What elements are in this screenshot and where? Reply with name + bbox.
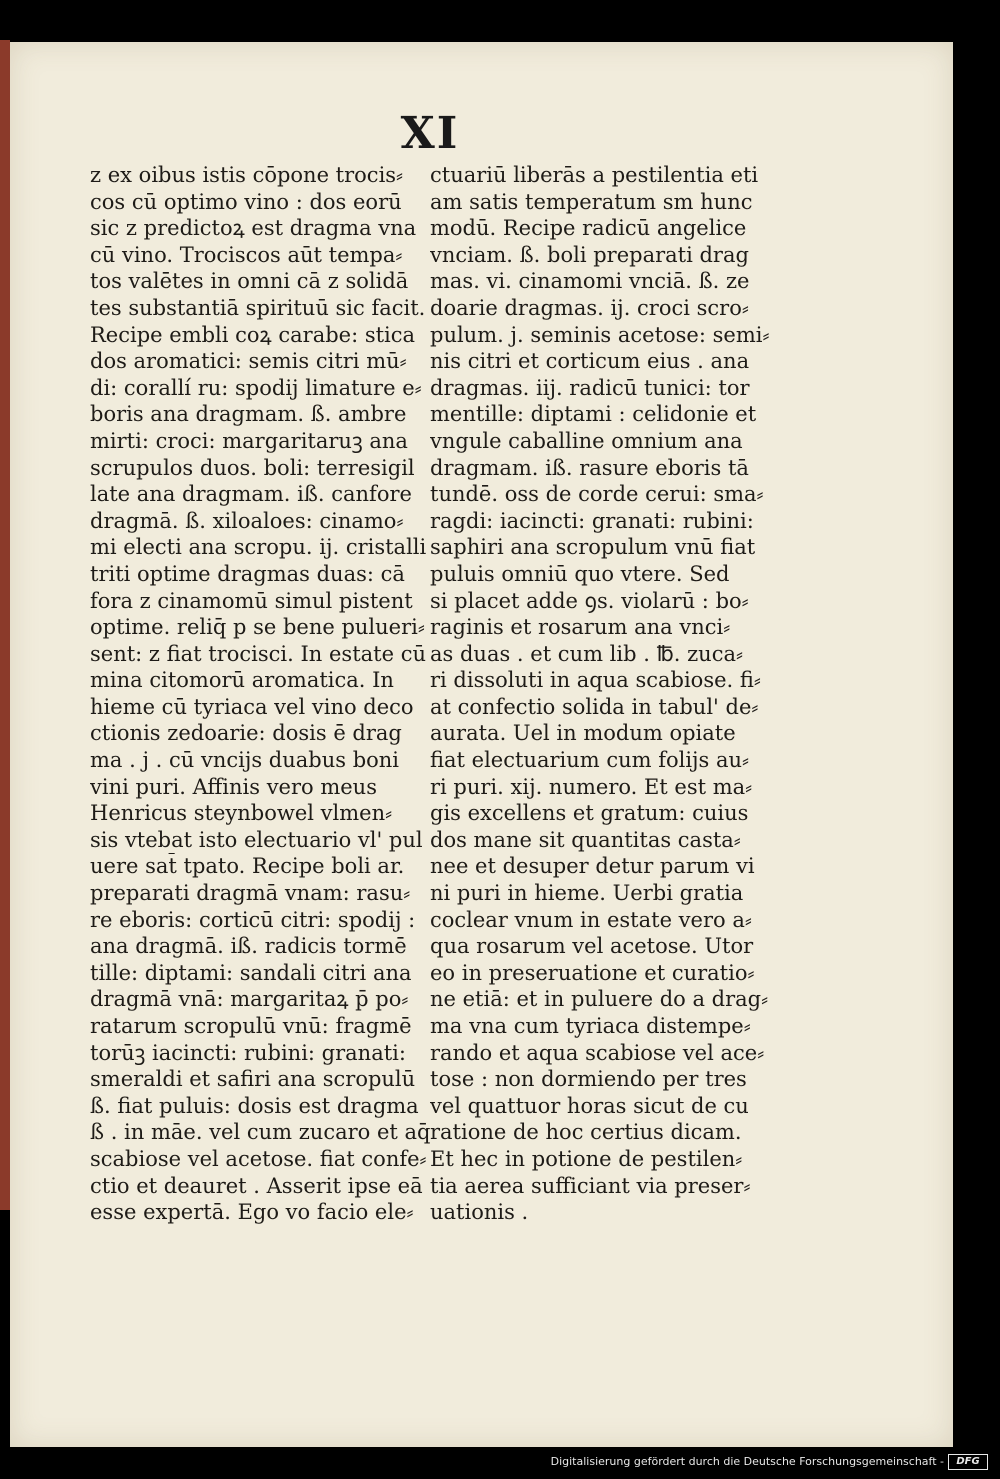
right-column-line: vngule caballine omnium ana: [430, 428, 743, 453]
left-column-line: tille: diptami: sandali citri ana: [90, 960, 412, 985]
left-column-line: scabiose vel acetose. fiat confe⸗: [90, 1146, 427, 1171]
right-column-line: qua rosarum vel acetose. Utor: [430, 934, 754, 959]
book-edge: [0, 40, 10, 1210]
right-column-line: modū. Recipe radicū angelice: [430, 216, 747, 241]
right-column-line: am satis temperatum sm hunc: [430, 189, 753, 214]
left-column-line: hieme cū tyriaca vel vino deco: [90, 694, 414, 719]
right-column-line: ctuariū liberās a pestilentia eti: [430, 163, 759, 187]
right-column-line: fiat electuarium cum folijs au⸗: [430, 748, 750, 773]
right-column-line: dragmas. iij. radicū tunici: tor: [430, 375, 750, 400]
right-column-line: ragdi: iacincti: granati: rubini:: [430, 508, 754, 533]
left-column-line: mi electi ana scropu. ij. cristalli: [90, 535, 427, 560]
left-column-line: sic z predictoꝝ est dragma vna: [90, 216, 417, 241]
left-column-line: sent: z fiat trocisci. In estate cū: [90, 641, 426, 666]
right-column-line: mas. vi. cinamomi vnciā. ß. ze: [430, 269, 750, 294]
left-column-line: re eboris: corticū citri: spodij :: [90, 907, 416, 932]
right-column-line: mentille: diptami : celidonie et: [430, 402, 757, 427]
right-column-line: vel quattuor horas sicut de cu: [430, 1093, 749, 1118]
right-column-line: tia aerea sufficiant via preser⸗: [430, 1173, 751, 1198]
left-column-line: vini puri. Affinis vero meus: [90, 774, 377, 799]
right-column-line: tose : non dormiendo per tres: [430, 1067, 747, 1092]
right-column-line: saphiri ana scropulum vnū fiat: [430, 535, 756, 560]
left-column-line: Recipe embli coꝝ carabe: stica: [90, 322, 416, 347]
right-column-line: doarie dragmas. ij. croci scro⸗: [430, 295, 749, 320]
right-column-line: ri puri. xij. numero. Et est ma⸗: [430, 774, 753, 799]
right-column-line: aurata. Uel in modum opiate: [430, 721, 736, 746]
footer-bar: [0, 1447, 1000, 1479]
right-column-line: pulum. j. seminis acetose: semi⸗: [430, 322, 770, 347]
left-column-line: ana dragmā. iß. radicis tormē: [90, 934, 407, 959]
left-column-line: boris ana dragmam. ß. ambre: [90, 402, 407, 427]
left-column-line: esse expertā. Ego vo facio ele⸗: [90, 1200, 414, 1225]
folio-number: XI: [400, 108, 460, 159]
left-column-line: dragmā. ß. xiloaloes: cinamo⸗: [90, 508, 404, 533]
book-page: [10, 42, 953, 1447]
left-column-line: torūꝫ iacincti: rubini: granati:: [90, 1040, 406, 1065]
right-column-line: dragmam. iß. rasure eboris tā: [430, 455, 749, 480]
left-column-line: ratarum scropulū vnū: fragmē: [90, 1014, 412, 1038]
right-column-line: ratione de hoc certius dicam.: [430, 1120, 742, 1145]
right-column-line: nis citri et corticum eius . ana: [430, 349, 750, 374]
left-column-line: tes substantiā spirituū sic facit.: [90, 295, 426, 320]
right-column-line: Et hec in potione de pestilen⸗: [430, 1146, 743, 1171]
left-column-line: triti optime dragmas duas: cā: [90, 561, 405, 586]
right-column-line: coclear vnum in estate vero a⸗: [430, 907, 752, 932]
footer-credit: Digitalisierung gefördert durch die Deutsche Forschungsgemeinschaft -: [550, 1455, 944, 1468]
left-column-line: dragmā vnā: margaritaꝝ p̄ po⸗: [90, 987, 409, 1012]
left-column-line: sis vtebat isto electuario vl' pul: [90, 827, 423, 852]
left-column-line: tos valētes in omni cā z solidā: [90, 269, 409, 294]
left-column-line: cos cū optimo vino : dos eorū: [90, 189, 402, 214]
left-column-line: mirti: croci: margaritaruꝫ ana: [90, 428, 408, 453]
left-column-line: z ex oibus istis cōpone trocis⸗: [90, 163, 404, 187]
left-column-line: optime. reliq̄ p se bene pulueri⸗: [90, 615, 425, 640]
right-column-line: ri dissoluti in aqua scabiose. fi⸗: [430, 668, 761, 693]
right-column-line: nee et desuper detur parum vi: [430, 854, 755, 879]
right-text-column: [430, 162, 805, 1226]
right-column-line: tundē. oss de corde cerui: sma⸗: [430, 482, 764, 507]
right-column-line: si placet adde ꝯs. violarū : bo⸗: [430, 588, 749, 613]
left-text-column: [90, 162, 435, 1226]
right-column-line: vnciam. ß. boli preparati drag: [430, 242, 749, 267]
right-column-line: as duas . et cum lib . ℔. zuca⸗: [430, 641, 743, 666]
left-column-line: dos aromatici: semis citri mū⸗: [90, 349, 407, 374]
left-column-line: mina citomorū aromatica. In: [90, 668, 394, 693]
right-column-line: dos mane sit quantitas casta⸗: [430, 827, 741, 852]
right-column-line: puluis omniū quo vtere. Sed: [430, 561, 730, 586]
dfg-logo-icon: DFG: [948, 1454, 988, 1470]
right-column-line: gis excellens et gratum: cuius: [430, 801, 749, 826]
left-column-line: ß. fiat puluis: dosis est dragma: [90, 1093, 419, 1118]
right-column-line: ni puri in hieme. Uerbi gratia: [430, 881, 744, 906]
right-column-line: ne etiā: et in puluere do a drag⸗: [430, 987, 769, 1012]
left-column-line: cū vino. Trociscos aūt tempa⸗: [90, 242, 403, 267]
left-column-line: uere sat̄ tpato. Recipe boli ar.: [90, 854, 405, 879]
left-column-line: fora z cinamomū simul pistent: [90, 588, 413, 613]
left-column-line: scrupulos duos. boli: terresigil: [90, 455, 415, 480]
right-column-line: uationis .: [430, 1200, 529, 1225]
right-column-line: eo in preseruatione et curatio⸗: [430, 960, 755, 985]
left-column-line: preparati dragmā vnam: rasu⸗: [90, 881, 411, 906]
right-column-line: raginis et rosarum ana vnci⸗: [430, 615, 731, 640]
right-column-line: at confectio solida in tabul' de⸗: [430, 694, 759, 719]
left-column-line: di: corallí ru: spodij limature e⸗: [90, 375, 422, 400]
left-column-line: ctio et deauret . Asserit ipse eā: [90, 1173, 423, 1198]
left-column-line: ß . in māe. vel cum zucaro et aq̄: [90, 1120, 431, 1145]
right-column-line: rando et aqua scabiose vel ace⸗: [430, 1040, 765, 1065]
left-column-line: Henricus steynbowel vlmen⸗: [90, 801, 393, 826]
left-column-line: smeraldi et safiri ana scropulū: [90, 1067, 416, 1092]
left-column-line: late ana dragmam. iß. canfore: [90, 482, 412, 507]
left-column-line: ma . j . cū vncijs duabus boni: [90, 748, 400, 773]
left-column-line: ctionis zedoarie: dosis ē drag: [90, 721, 402, 746]
right-column-line: ma vna cum tyriaca distempe⸗: [430, 1014, 751, 1038]
